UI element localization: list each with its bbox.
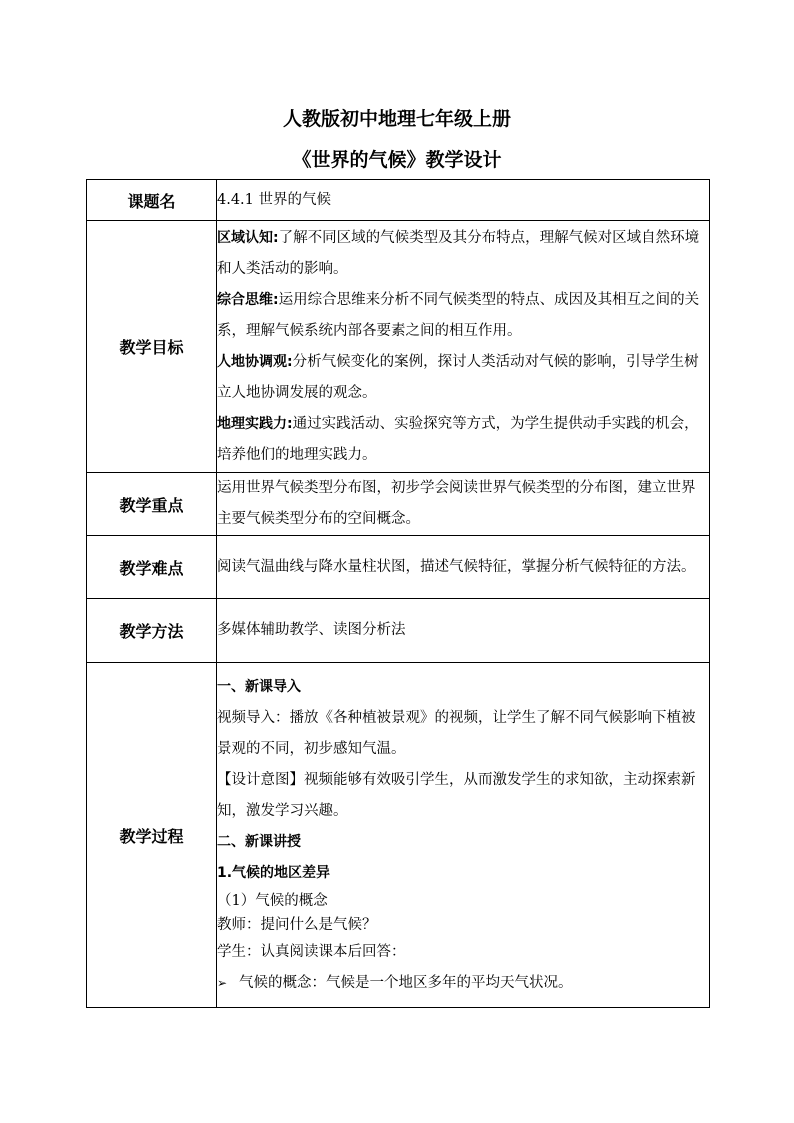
- value-difficulties: 阅读气温曲线与降水量柱状图，描述气候特征，掌握分析气候特征的方法。: [217, 536, 710, 599]
- paragraph-design-intent: 【设计意图】视频能够有效吸引学生，从而激发学生的求知欲，主动探索新知，激发学习兴趣。: [217, 771, 696, 819]
- value-key-points: 运用世界气候类型分布图，初步学会阅读世界气候类型的分布图，建立世界主要气候类型分布的空间概念。: [217, 473, 710, 536]
- table-row-difficulties: [87, 536, 710, 599]
- table-row-methods: [87, 599, 710, 663]
- document-title: 人教版初中地理七年级上册: [282, 108, 511, 130]
- goal-item: [217, 223, 709, 285]
- paragraph-video-intro: 视频导入：播放《各种植被景观》的视频，让学生了解不同气候影响下植被景观的不同，初步感知气温。: [217, 709, 696, 757]
- document-subtitle: 《世界的气候》教学设计: [292, 149, 502, 171]
- table-row-key-points: [87, 473, 710, 536]
- goal-item: [217, 409, 709, 471]
- bullet-item: [217, 968, 709, 999]
- goal-text: 了解不同区域的气候类型及其分布特点，理解气候对区域自然环境和人类活动的影响。: [217, 229, 700, 277]
- goal-item: [217, 347, 709, 409]
- arrow-bullet-icon: ➢: [217, 975, 228, 990]
- label-goals: 教学目标: [87, 221, 217, 473]
- goal-head: 综合思维:: [217, 291, 279, 308]
- section-heading: 一、新课导入: [217, 678, 301, 695]
- goal-item: [217, 285, 709, 347]
- value-methods: 多媒体辅助教学、读图分析法: [217, 599, 710, 663]
- goal-text: 分析气候变化的案例，探讨人类活动对气候的影响，引导学生树立人地协调发展的观念。: [217, 353, 699, 401]
- section-heading: 二、新课讲授: [217, 833, 301, 850]
- value-topic: 4.4.1 世界的气候: [217, 180, 710, 221]
- goal-text: 运用综合思维来分析不同气候类型的特点、成因及其相互之间的关系，理解气候系统内部各要素之间的相互作用。: [217, 291, 700, 339]
- goal-head: 地理实践力:: [217, 415, 293, 432]
- table-row-process: [87, 663, 710, 1008]
- lesson-plan-table: [86, 179, 710, 1008]
- label-topic: 课题名: [87, 180, 217, 221]
- table-row-goals: [87, 221, 710, 473]
- goal-text: 通过实践活动、实验探究等方式，为学生提供动手实践的机会，培养他们的地理实践力。: [217, 415, 699, 463]
- table-row-topic: [87, 180, 710, 221]
- goal-head: 人地协调观:: [217, 353, 293, 370]
- bullet-text: 气候的概念：气候是一个地区多年的平均天气状况。: [239, 974, 573, 991]
- goal-head: 区域认知:: [217, 229, 279, 246]
- sub-item: （1）气候的概念: [217, 892, 328, 909]
- label-difficulties: 教学难点: [87, 536, 217, 599]
- process-content: [217, 663, 710, 1008]
- subsection-heading: 1.气候的地区差异: [217, 864, 331, 881]
- paragraph-teacher: 教师：提问什么是气候？: [217, 916, 377, 933]
- label-methods: 教学方法: [87, 599, 217, 663]
- paragraph-student: 学生：认真阅读课本后回答：: [217, 943, 406, 960]
- goals-content: [217, 221, 710, 473]
- label-process: 教学过程: [87, 663, 217, 1008]
- label-key-points: 教学重点: [87, 473, 217, 536]
